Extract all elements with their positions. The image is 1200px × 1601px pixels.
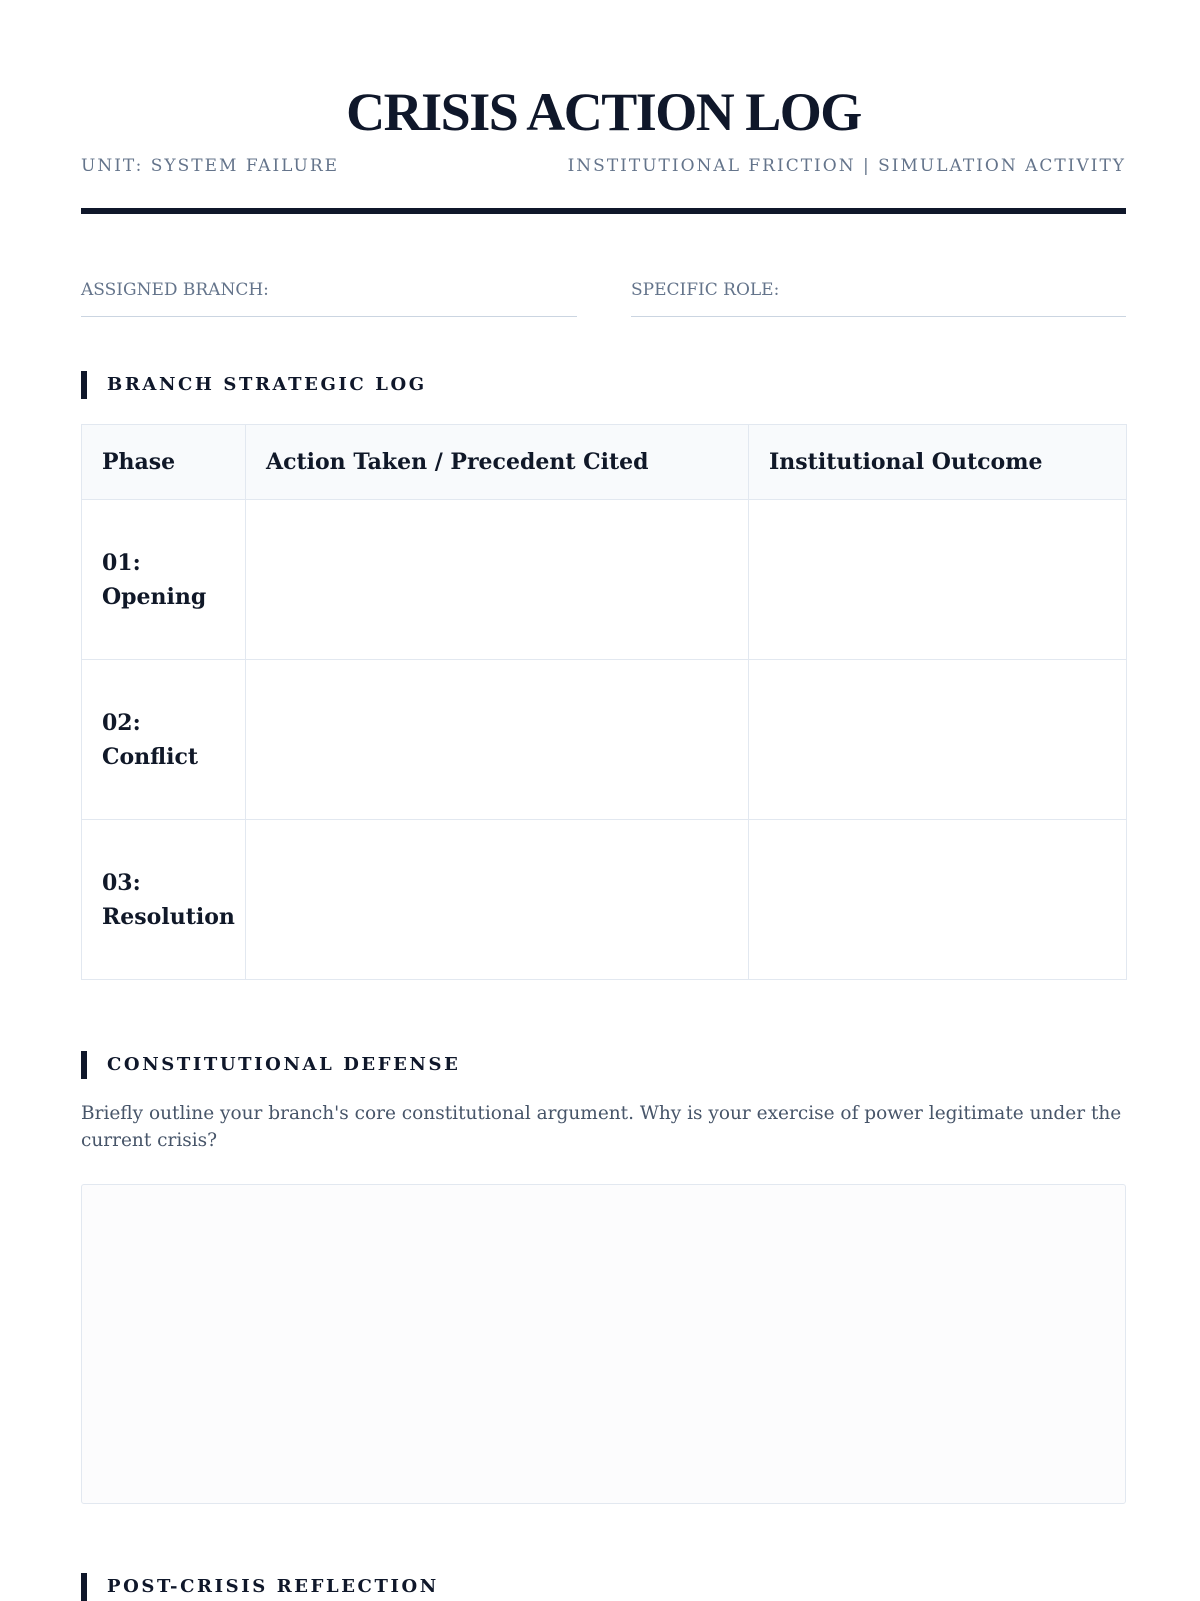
meta-row <box>81 156 1126 180</box>
outcome-cell[interactable] <box>749 500 1127 660</box>
header-divider <box>81 208 1126 214</box>
page-title: CRISIS ACTION LOG <box>346 82 861 142</box>
table-row <box>82 500 1127 660</box>
specific-role-field[interactable] <box>631 280 1126 317</box>
strategic-log-table <box>81 424 1127 980</box>
column-header-action: Action Taken / Precedent Cited <box>246 425 749 500</box>
action-cell[interactable] <box>246 820 749 980</box>
specific-role-label: SPECIFIC ROLE: <box>631 280 780 300</box>
phase-cell <box>82 500 246 660</box>
assigned-branch-field[interactable] <box>81 280 577 317</box>
table-row <box>82 820 1127 980</box>
unit-label: UNIT: SYSTEM FAILURE <box>81 156 340 176</box>
assigned-branch-label: ASSIGNED BRANCH: <box>81 280 269 300</box>
action-cell[interactable] <box>246 660 749 820</box>
phase-name: Conflict <box>102 743 199 770</box>
activity-label: INSTITUTIONAL FRICTION | SIMULATION ACTIVITY <box>567 156 1126 176</box>
phase-number: 03: <box>102 869 141 896</box>
action-cell[interactable] <box>246 500 749 660</box>
phase-cell <box>82 820 246 980</box>
table-row <box>82 660 1127 820</box>
constitutional-defense-prompt: Briefly outline your branch's core constitutional argument. Why is your exercise of power legitimate under the current crisis? <box>81 1103 1122 1151</box>
post-crisis-reflection-heading: POST-CRISIS REFLECTION <box>81 1573 439 1601</box>
column-header-outcome: Institutional Outcome <box>749 425 1127 500</box>
table-header-row <box>82 425 1127 500</box>
constitutional-defense-heading: CONSTITUTIONAL DEFENSE <box>81 1051 460 1079</box>
phase-name: Opening <box>102 583 207 610</box>
strategic-log-heading: BRANCH STRATEGIC LOG <box>81 371 427 399</box>
outcome-cell[interactable] <box>749 820 1127 980</box>
phase-name: Resolution <box>102 903 235 930</box>
column-header-phase: Phase <box>82 425 246 500</box>
outcome-cell[interactable] <box>749 660 1127 820</box>
phase-number: 01: <box>102 549 141 576</box>
constitutional-defense-answer[interactable] <box>81 1184 1126 1504</box>
phase-cell <box>82 660 246 820</box>
phase-number: 02: <box>102 709 141 736</box>
